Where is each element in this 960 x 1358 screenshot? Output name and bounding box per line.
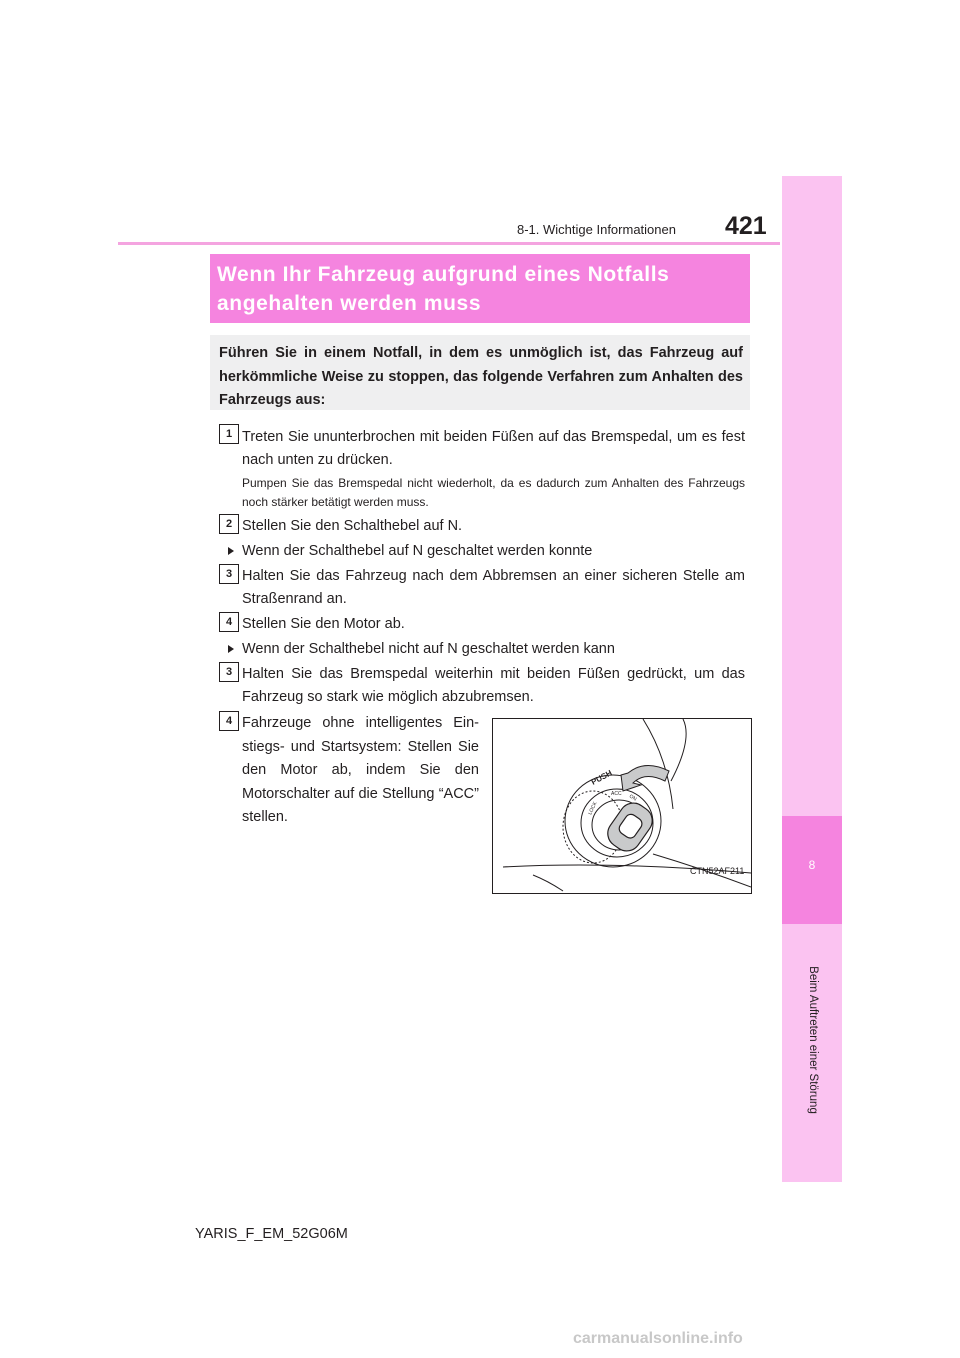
bullet-arrow-icon xyxy=(228,547,234,555)
watermark: carmanualsonline.info xyxy=(573,1330,743,1347)
footer-code: YARIS_F_EM_52G06M xyxy=(195,1226,348,1242)
step-marker: 3 xyxy=(219,662,239,682)
bullet-arrow-icon xyxy=(228,645,234,653)
figure-code: CTN52AF211 xyxy=(690,866,745,876)
intro-box xyxy=(210,335,750,410)
page-number: 421 xyxy=(725,212,767,240)
header-rule xyxy=(118,242,780,245)
step-note: Pumpen Sie das Bremspedal nicht wiederholt, da es dadurch zum Anhalten des Fahrzeugs noch stärker betätigt werden muss. xyxy=(242,476,745,509)
step-text: Halten Sie das Fahrzeug nach dem Abbremsen an einer sicheren Stelle am Straßenrand an. xyxy=(242,568,745,607)
chapter-number: 8 xyxy=(808,858,816,872)
intro-text: Führen Sie in einem Notfall, in dem es unmöglich ist, das Fahrzeug auf herkömmliche Weise zu stoppen, das folgende Verfahren zum Anhalten des Fahrzeugs aus: xyxy=(219,345,743,408)
step-text: Stellen Sie den Schalthebel auf N. xyxy=(242,518,463,534)
step-text: Treten Sie ununterbrochen mit beiden Füßen auf das Bremspedal, um es fest nach unten zu drücken. xyxy=(242,429,745,468)
page-title: Wenn Ihr Fahrzeug aufgrund eines Notfalls angehalten werden muss xyxy=(217,263,670,315)
step-marker: 4 xyxy=(219,711,239,731)
lock-label: LOCK xyxy=(587,800,599,816)
push-label: PUSH xyxy=(589,768,614,787)
step-text: Fahrzeuge ohne intelligentes Ein-stiegs- und Startsystem: Stellen Sie den Motor ab, indem Sie den Motorschalter auf die Stellung “ACC” stellen. xyxy=(242,715,479,826)
step-marker: 2 xyxy=(219,514,239,534)
sub-heading: Wenn der Schalthebel auf N geschaltet werden konnte xyxy=(242,543,593,559)
acc-label: ACC xyxy=(611,791,622,797)
on-label: ON xyxy=(628,793,638,803)
step-text: Stellen Sie den Motor ab. xyxy=(242,616,405,632)
step-text: Halten Sie das Bremspedal weiterhin mit beiden Füßen gedrückt, um das Fahrzeug so stark wie möglich abzubremsen. xyxy=(242,666,745,705)
chapter-title-text: Beim Auftreten einer Störung xyxy=(807,966,819,1114)
title-box xyxy=(210,254,750,323)
sub-heading: Wenn der Schalthebel nicht auf N geschaltet werden kann xyxy=(242,641,615,657)
section-heading: 8-1. Wichtige Informationen xyxy=(517,222,676,237)
step-marker: 3 xyxy=(219,564,239,584)
step-marker: 1 xyxy=(219,424,239,444)
step-marker: 4 xyxy=(219,612,239,632)
